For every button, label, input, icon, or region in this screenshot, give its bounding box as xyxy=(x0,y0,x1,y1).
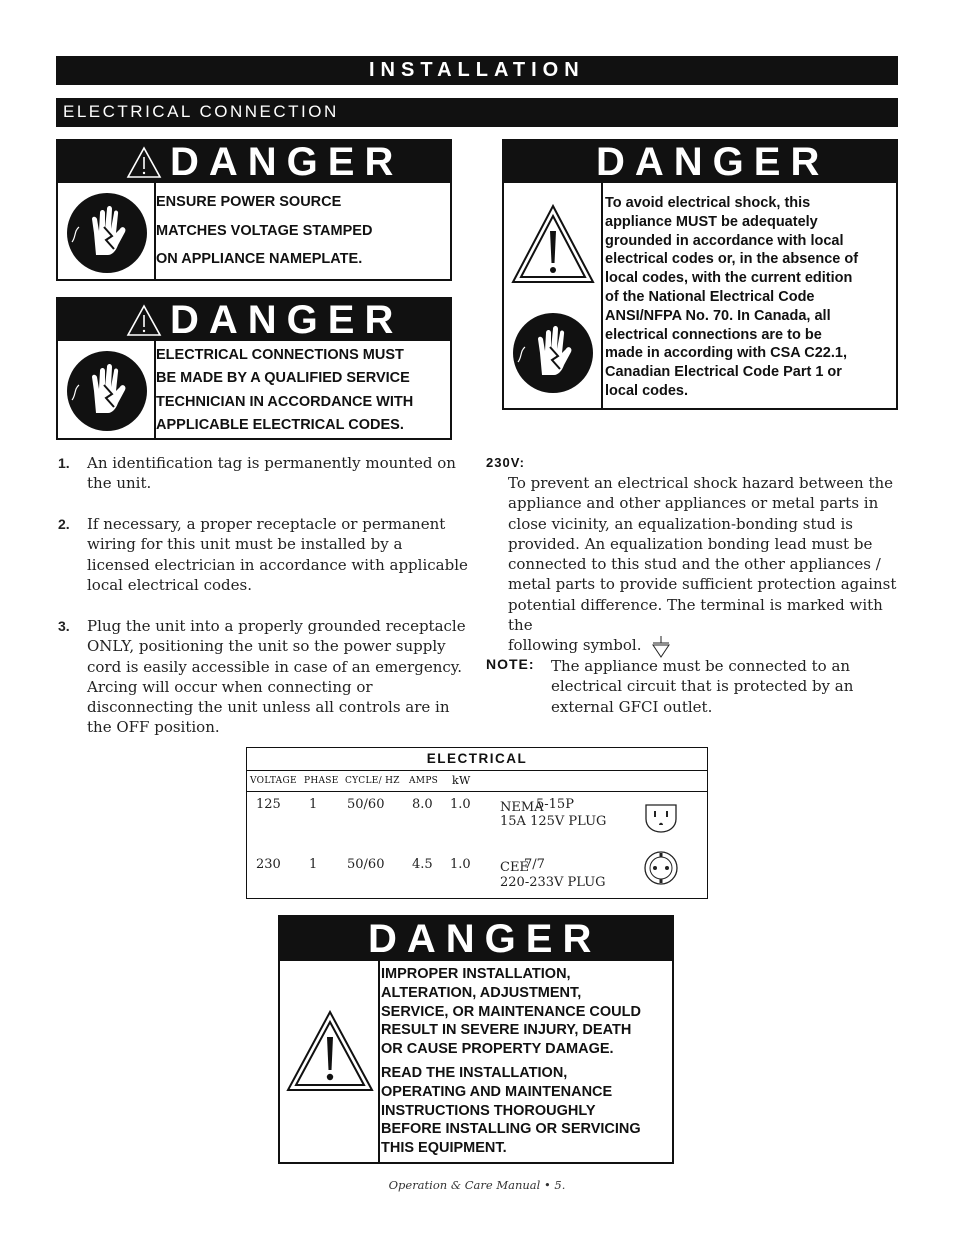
danger-heading xyxy=(58,299,450,341)
section-header-installation: INSTALLATION xyxy=(56,56,898,85)
danger-word: DANGER xyxy=(368,917,602,961)
subsection-header-electrical-connection: ELECTRICAL CONNECTION xyxy=(56,98,898,127)
danger-heading xyxy=(58,141,450,183)
danger-box-qualified-technician xyxy=(56,297,452,440)
danger-box-voltage xyxy=(56,139,452,281)
page-footer: Operation & Care Manual • 5. xyxy=(388,1178,566,1192)
danger-text: IMPROPER INSTALLATION, ALTERATION, ADJUSTMENT, SERVICE, OR MAINTENANCE COULD RESULT IN SEVERE INJURY, DEATH OR CAUSE PROPERTY DAMAGE. READ THE INSTALLATION, OPERATING AND MAINTENANCE INSTRUCTIONS THOROUGHLY BEFORE INSTALLING OR SERVICING THIS EQUIPMENT. xyxy=(381,966,641,1157)
electric-shock-hand-icon xyxy=(508,307,598,397)
danger-word: DANGER xyxy=(170,140,404,184)
label-230v: 230V: xyxy=(486,455,525,470)
cee-plug-icon xyxy=(643,850,679,886)
electrical-spec-table: ELECTRICAL VOLTAGE PHASE CYCLE/ HZ AMPS kW 125 1 50/60 8.0 1.0 NEMA 5-15P 15A 125V PLUG 230 1 50/60 4.5 1.0 CEE 7/7 220-233V PLUG xyxy=(246,747,708,899)
header-phase: PHASE xyxy=(304,776,339,786)
nema-plug-icon xyxy=(643,801,679,835)
danger-word: DANGER xyxy=(596,140,830,184)
danger-text: ENSURE POWER SOURCE MATCHES VOLTAGE STAMPED ON APPLIANCE NAMEPLATE. xyxy=(156,194,373,267)
danger-heading xyxy=(504,141,896,183)
danger-box-improper-installation xyxy=(278,915,674,1164)
warning-triangle-icon xyxy=(126,146,162,179)
note-text: The appliance must be connected to an electrical circuit that is protected by an external GFCI outlet. xyxy=(551,657,854,716)
warning-triangle-icon xyxy=(285,1009,375,1093)
electric-shock-hand-icon xyxy=(62,187,152,277)
danger-heading xyxy=(280,917,672,961)
paragraph-230v: To prevent an electrical shock hazard between the appliance and other appliances or metal parts in close vicinity, an equalization-bonding stud is provided. An equalization bonding lead must be connected to this stud and the other appliances / metal parts to provide sufficient protection against potential difference. The terminal is marked with the following symbol. xyxy=(508,473,903,658)
warning-triangle-icon xyxy=(126,304,162,337)
table-title: ELECTRICAL xyxy=(247,748,707,771)
warning-triangle-icon xyxy=(510,203,596,285)
danger-word: DANGER xyxy=(170,298,404,342)
header-cycle: CYCLE/ HZ xyxy=(345,776,400,786)
header-voltage: VOLTAGE xyxy=(250,776,297,786)
danger-text: ELECTRICAL CONNECTIONS MUST BE MADE BY A QUALIFIED SERVICE TECHNICIAN IN ACCORDANCE WITH APPLICABLE ELECTRICAL CODES. xyxy=(156,347,414,433)
header-kw: kW xyxy=(452,774,471,787)
table-header-row xyxy=(247,770,707,792)
note-label: NOTE: xyxy=(486,656,535,672)
header-amps: AMPS xyxy=(409,776,439,786)
danger-text: To avoid electrical shock, this appliance MUST be adequately grounded in accordance with local electrical codes or, in the absence of local codes, with the current edition of the National Electrical Code ANSI/NFPA No. 70. In Canada, all electrical connections are to be made in according with CSA C22.1, Canadian Electrical Code Part 1 or local codes. xyxy=(605,195,859,399)
danger-box-grounding xyxy=(502,139,898,410)
electric-shock-hand-icon xyxy=(62,345,152,435)
